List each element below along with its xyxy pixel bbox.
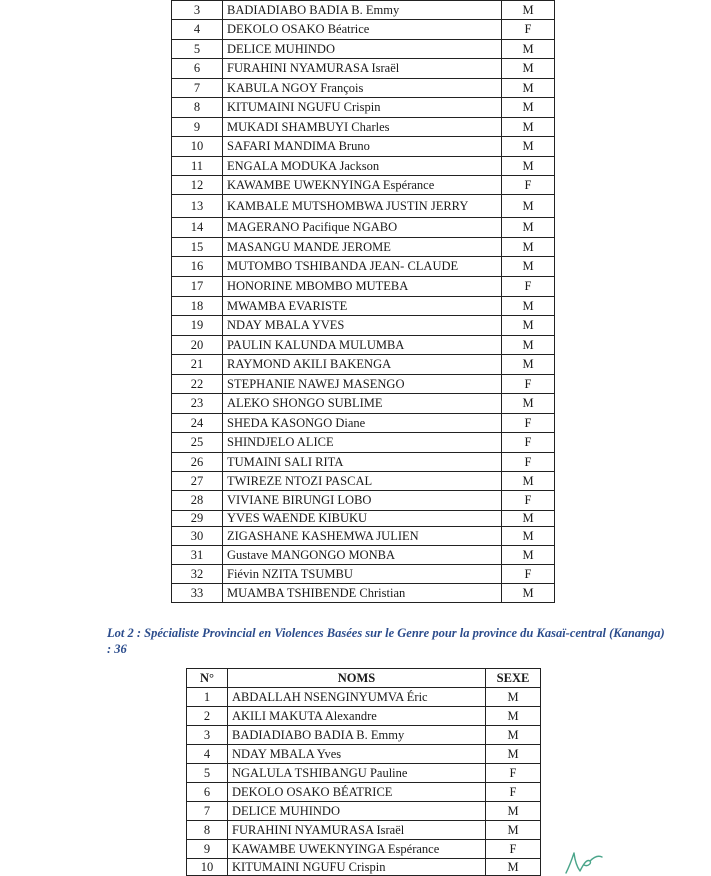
row-name: TWIREZE NTOZI PASCAL: [223, 472, 502, 491]
row-sex: M: [502, 297, 555, 316]
row-number: 26: [172, 453, 223, 472]
row-number: 11: [172, 157, 223, 176]
row-name: KAMBALE MUTSHOMBWA JUSTIN JERRY: [223, 195, 502, 218]
row-sex: M: [502, 511, 555, 527]
table-row: [172, 316, 555, 336]
table-row: [172, 137, 555, 157]
row-name: DEKOLO OSAKO BÉATRICE: [228, 783, 486, 802]
table-row: [172, 355, 555, 375]
row-name: ENGALA MODUKA Jackson: [223, 157, 502, 176]
row-number: 9: [187, 840, 228, 859]
row-name: DELICE MUHINDO: [223, 40, 502, 59]
table-row: [172, 238, 555, 257]
table-row: [172, 472, 555, 491]
row-name: KABULA NGOY François: [223, 79, 502, 98]
row-number: 16: [172, 257, 223, 277]
table-row: [172, 491, 555, 511]
lot2-heading: Lot 2 : Spécialiste Provincial en Violences Basées sur le Genre pour la province du Kasaï-central (Kananga) : 36: [107, 626, 665, 656]
header-sex: SEXE: [486, 669, 541, 688]
row-number: 10: [172, 137, 223, 157]
row-sex: M: [486, 821, 541, 840]
table-row: [187, 859, 541, 876]
row-name: Fiévin NZITA TSUMBU: [223, 565, 502, 584]
row-sex: M: [502, 336, 555, 355]
row-sex: M: [502, 238, 555, 257]
row-number: 10: [187, 859, 228, 876]
row-number: 3: [172, 1, 223, 20]
row-number: 28: [172, 491, 223, 511]
row-sex: M: [502, 355, 555, 375]
table-body: [187, 688, 541, 876]
table-row: [172, 118, 555, 137]
row-number: 33: [172, 584, 223, 603]
row-sex: M: [502, 195, 555, 218]
row-name: DELICE MUHINDO: [228, 802, 486, 821]
row-name: YVES WAENDE KIBUKU: [223, 511, 502, 527]
row-number: 9: [172, 118, 223, 137]
row-name: AKILI MAKUTA Alexandre: [228, 707, 486, 726]
row-name: NGALULA TSHIBANGU Pauline: [228, 764, 486, 783]
row-sex: F: [486, 764, 541, 783]
row-number: 4: [187, 745, 228, 764]
row-sex: M: [486, 726, 541, 745]
table-row: [172, 527, 555, 546]
row-name: TUMAINI SALI RITA: [223, 453, 502, 472]
table-row: [187, 764, 541, 783]
table-row: [187, 802, 541, 821]
row-number: 8: [172, 98, 223, 118]
candidates-table-lot1: [171, 0, 555, 603]
row-name: ABDALLAH NSENGINYUMVA Éric: [228, 688, 486, 707]
row-name: MAGERANO Pacifique NGABO: [223, 218, 502, 238]
row-sex: M: [502, 157, 555, 176]
row-number: 5: [172, 40, 223, 59]
row-name: SAFARI MANDIMA Bruno: [223, 137, 502, 157]
row-sex: M: [486, 802, 541, 821]
table-row: [172, 79, 555, 98]
table-row: [172, 98, 555, 118]
row-name: ALEKO SHONGO SUBLIME: [223, 394, 502, 414]
row-number: 31: [172, 546, 223, 565]
row-number: 18: [172, 297, 223, 316]
row-sex: M: [502, 1, 555, 20]
table-row: [187, 745, 541, 764]
table-row: [172, 584, 555, 603]
row-number: 2: [187, 707, 228, 726]
row-name: KITUMAINI NGUFU Crispin: [228, 859, 486, 876]
row-name: STEPHANIE NAWEJ MASENGO: [223, 375, 502, 394]
table-row: [187, 707, 541, 726]
row-name: KITUMAINI NGUFU Crispin: [223, 98, 502, 118]
table-row: [172, 433, 555, 453]
table-row: [187, 821, 541, 840]
row-name: NDAY MBALA YVES: [223, 316, 502, 336]
row-sex: M: [502, 40, 555, 59]
table-row: [172, 511, 555, 527]
row-sex: M: [486, 688, 541, 707]
row-sex: M: [502, 98, 555, 118]
row-sex: F: [502, 375, 555, 394]
row-number: 6: [187, 783, 228, 802]
row-number: 22: [172, 375, 223, 394]
row-sex: M: [502, 118, 555, 137]
row-sex: F: [486, 783, 541, 802]
table-row: [172, 394, 555, 414]
row-name: Gustave MANGONGO MONBA: [223, 546, 502, 565]
table-row: [187, 726, 541, 745]
table-row: [172, 565, 555, 584]
header-number: N°: [187, 669, 228, 688]
row-name: BADIADIABO BADIA B. Emmy: [223, 1, 502, 20]
table-body: [172, 1, 555, 603]
row-number: 12: [172, 176, 223, 195]
row-number: 4: [172, 20, 223, 40]
row-sex: M: [486, 745, 541, 764]
row-sex: F: [502, 453, 555, 472]
row-name: MASANGU MANDE JEROME: [223, 238, 502, 257]
row-number: 6: [172, 59, 223, 79]
row-name: DEKOLO OSAKO Béatrice: [223, 20, 502, 40]
row-number: 13: [172, 195, 223, 218]
row-name: KAWAMBE UWEKNYINGA Espérance: [228, 840, 486, 859]
candidates-table-lot2: [186, 668, 541, 876]
table-row: [172, 59, 555, 79]
row-sex: M: [502, 79, 555, 98]
row-sex: F: [502, 176, 555, 195]
row-sex: M: [502, 257, 555, 277]
header-row: [187, 669, 541, 688]
row-number: 5: [187, 764, 228, 783]
row-sex: M: [502, 218, 555, 238]
row-name: VIVIANE BIRUNGI LOBO: [223, 491, 502, 511]
row-number: 8: [187, 821, 228, 840]
row-name: KAWAMBE UWEKNYINGA Espérance: [223, 176, 502, 195]
header-names: NOMS: [228, 669, 486, 688]
table-row: [172, 176, 555, 195]
row-number: 27: [172, 472, 223, 491]
row-number: 1: [187, 688, 228, 707]
row-name: NDAY MBALA Yves: [228, 745, 486, 764]
row-sex: F: [502, 277, 555, 297]
row-number: 15: [172, 238, 223, 257]
row-number: 7: [172, 79, 223, 98]
row-sex: F: [486, 840, 541, 859]
table-row: [172, 297, 555, 316]
table-row: [172, 453, 555, 472]
table-row: [172, 414, 555, 433]
table-row: [172, 40, 555, 59]
row-name: RAYMOND AKILI BAKENGA: [223, 355, 502, 375]
row-sex: F: [502, 20, 555, 40]
table-row: [187, 783, 541, 802]
row-sex: M: [502, 546, 555, 565]
row-name: MUTOMBO TSHIBANDA JEAN- CLAUDE: [223, 257, 502, 277]
row-sex: M: [502, 394, 555, 414]
row-sex: M: [502, 59, 555, 79]
row-sex: F: [502, 414, 555, 433]
row-name: BADIADIABO BADIA B. Emmy: [228, 726, 486, 745]
row-sex: F: [502, 491, 555, 511]
row-number: 17: [172, 277, 223, 297]
table-header: [187, 669, 541, 688]
table-row: [172, 1, 555, 20]
row-name: ZIGASHANE KASHEMWA JULIEN: [223, 527, 502, 546]
row-number: 24: [172, 414, 223, 433]
row-sex: M: [502, 584, 555, 603]
row-sex: M: [486, 707, 541, 726]
table-row: [187, 688, 541, 707]
table-row: [172, 546, 555, 565]
table-row: [172, 336, 555, 355]
row-sex: M: [502, 316, 555, 336]
table-row: [172, 195, 555, 218]
row-name: MWAMBA EVARISTE: [223, 297, 502, 316]
row-sex: M: [502, 137, 555, 157]
row-number: 29: [172, 511, 223, 527]
table-row: [172, 277, 555, 297]
row-name: MUKADI SHAMBUYI Charles: [223, 118, 502, 137]
row-sex: M: [502, 472, 555, 491]
row-sex: F: [502, 433, 555, 453]
row-number: 20: [172, 336, 223, 355]
table-row: [172, 375, 555, 394]
row-number: 23: [172, 394, 223, 414]
table-row: [172, 157, 555, 176]
table-row: [172, 218, 555, 238]
row-name: FURAHINI NYAMURASA Israël: [223, 59, 502, 79]
row-number: 25: [172, 433, 223, 453]
row-name: FURAHINI NYAMURASA Israël: [228, 821, 486, 840]
table-row: [187, 840, 541, 859]
row-sex: F: [502, 565, 555, 584]
handwritten-signature: [560, 845, 610, 876]
table-row: [172, 20, 555, 40]
row-name: PAULIN KALUNDA MULUMBA: [223, 336, 502, 355]
row-number: 14: [172, 218, 223, 238]
row-name: SHINDJELO ALICE: [223, 433, 502, 453]
row-number: 21: [172, 355, 223, 375]
row-number: 7: [187, 802, 228, 821]
row-sex: M: [502, 527, 555, 546]
row-name: HONORINE MBOMBO MUTEBA: [223, 277, 502, 297]
row-number: 32: [172, 565, 223, 584]
row-number: 19: [172, 316, 223, 336]
row-sex: M: [486, 859, 541, 876]
row-name: SHEDA KASONGO Diane: [223, 414, 502, 433]
row-number: 3: [187, 726, 228, 745]
row-name: MUAMBA TSHIBENDE Christian: [223, 584, 502, 603]
table-row: [172, 257, 555, 277]
row-number: 30: [172, 527, 223, 546]
